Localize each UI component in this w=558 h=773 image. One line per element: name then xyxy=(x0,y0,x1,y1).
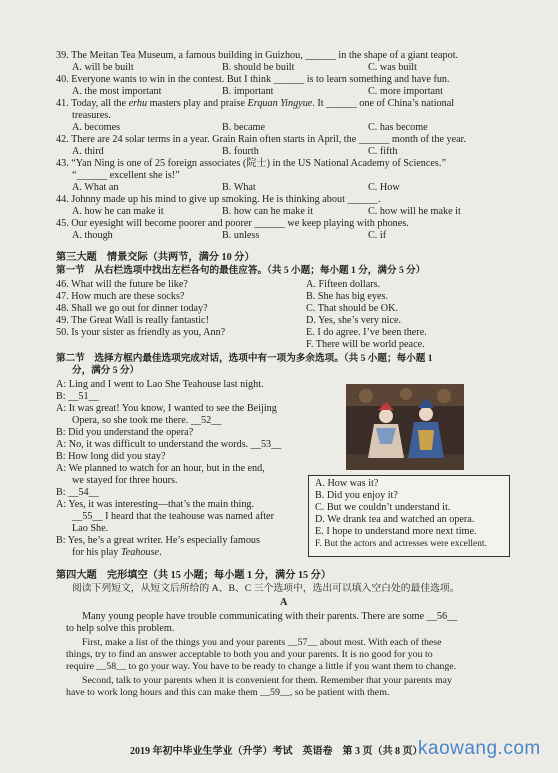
question-41-continued: treasures. xyxy=(72,110,111,121)
box-option-b: B. Did you enjoy it? xyxy=(315,490,398,501)
play-title: Teahouse xyxy=(120,547,160,558)
dialogue-line: A: Yes, it was interesting—that’s the main thing. xyxy=(56,499,255,510)
part4-title: 第四大题 完形填空（共 15 小题；每小题 1 分，满分 15 分） xyxy=(56,570,332,581)
q44-option-a: A. how he can make it xyxy=(72,206,164,217)
opera-illustration xyxy=(346,384,464,470)
page-footer: 2019 年初中毕业生学业（升学）考试 英语卷 第 3 页（共 8 页） xyxy=(130,746,423,757)
q43-option-b: B. What xyxy=(222,182,256,193)
box-option-d: D. We drank tea and watched an opera. xyxy=(315,514,475,525)
dialogue-line: Lao She. xyxy=(72,523,109,534)
sec1-item-50: 50. Is your sister as friendly as you, Ann? xyxy=(56,327,226,338)
question-45: 45. Our eyesight will become poorer and poorer ______ we keep playing with phones. xyxy=(56,218,409,229)
part4-instructions: 阅读下列短文，从短文后所给的 A、B、C 三个选项中，选出可以填入空白处的最佳选项。 xyxy=(72,583,460,594)
question-43: 43. “Yan Ning is one of 25 foreign associates (院士) in the US National Academy of Sciences.” xyxy=(56,158,446,169)
dialogue-line: B: Yes, he’s a great writer. He’s especially famous xyxy=(56,535,260,546)
q40-option-a: A. the most important xyxy=(72,86,162,97)
passage-line: require __58__ to go your way. You have to be ready to change a little if you want them to change. xyxy=(66,661,457,672)
dialogue-line: B: How long did you stay? xyxy=(56,451,166,462)
q41-option-a: A. becomes xyxy=(72,122,121,133)
passage-line: have to work long hours and this can make them __59__, so be patient with them. xyxy=(66,687,390,698)
dialogue-line: A: We planned to watch for an hour, but in the end, xyxy=(56,463,265,474)
q41-option-c: C. has become xyxy=(368,122,428,133)
q39-option-c: C. was built xyxy=(368,62,417,73)
sec1-item-49: 49. The Great Wall is really fantastic! xyxy=(56,315,209,326)
q39-option-a: A. will be built xyxy=(72,62,134,73)
options-box xyxy=(308,475,510,557)
dialogue-line: A: Ling and I went to Lao She Teahouse last night. xyxy=(56,379,264,390)
part3-title: 第三大题 情景交际（共两节，满分 10 分） xyxy=(56,252,255,263)
q43-option-a: A. What an xyxy=(72,182,119,193)
box-option-f: F. But the actors and actresses were excellent. xyxy=(315,539,487,549)
question-40: 40. Everyone wants to win in the contest. But I think ______ is to learn something and have fun. xyxy=(56,74,450,85)
q45-option-b: B. unless xyxy=(222,230,260,241)
dialogue-line: __55__ I heard that the teahouse was named after xyxy=(72,511,274,522)
dialogue-line: A: No, it was difficult to understand the words. __53__ xyxy=(56,439,282,450)
passage-line: Second, talk to your parents when it is convenient for them. Remember that your parents may xyxy=(82,675,452,686)
sec1-item-46: 46. What will the future be like? xyxy=(56,279,188,290)
sec1-option-d: D. Yes, she’s very nice. xyxy=(306,315,402,326)
section2-title-continued: 分，满分 5 分） xyxy=(72,365,140,376)
section1-title: 第一节 从右栏选项中找出左栏各句的最佳应答。（共 5 小题；每小题 1 分，满分 5 分） xyxy=(56,265,426,276)
dialogue-line: A: It was great! You know, I wanted to see the Beijing xyxy=(56,403,277,414)
dialogue-line: we stayed for three hours. xyxy=(72,475,178,486)
sec1-option-a: A. Fifteen dollars. xyxy=(306,279,381,290)
q44-option-b: B. how can he make it xyxy=(222,206,314,217)
dialogue-line: for his play Teahouse. xyxy=(72,547,162,558)
box-option-c: C. But we couldn’t understand it. xyxy=(315,502,451,513)
q40-option-b: B. important xyxy=(222,86,274,97)
dialogue-line: Opera, so she took me there. __52__ xyxy=(72,415,222,426)
box-option-e: E. I hope to understand more next time. xyxy=(315,526,477,537)
section2-title: 第二节 选择方框内最佳选项完成对话，选项中有一项为多余选项。（共 5 小题；每小题 1 xyxy=(56,353,433,364)
q41-option-b: B. became xyxy=(222,122,265,133)
q42-option-b: B. fourth xyxy=(222,146,259,157)
passage-line: things, try to find an answer acceptable to both you and your parents. It is no good for you to xyxy=(66,649,433,660)
passage-line: First, make a list of the things you and your parents __57__ about most. With each of these xyxy=(82,637,442,648)
dialogue-line: B: __51__ xyxy=(56,391,99,402)
q43-option-c: C. How xyxy=(368,182,400,193)
q42-option-c: C. fifth xyxy=(368,146,398,157)
question-39: 39. The Meitan Tea Museum, a famous building in Guizhou, ______ in the shape of a giant teapot. xyxy=(56,50,459,61)
q44-option-c: C. how will he make it xyxy=(368,206,461,217)
q39-option-b: B. should be built xyxy=(222,62,295,73)
q40-option-c: C. more important xyxy=(368,86,443,97)
sec1-option-b: B. She has big eyes. xyxy=(306,291,389,302)
q42-option-a: A. third xyxy=(72,146,104,157)
box-option-a: A. How was it? xyxy=(315,478,379,489)
passage-line: Many young people have trouble communicating with their parents. There are some __56__ xyxy=(82,611,458,622)
passage-label: A xyxy=(280,597,288,608)
question-42: 42. There are 24 solar terms in a year. Grain Rain often starts in April, the ______ month of the year. xyxy=(56,134,467,145)
question-41: 41. Today, all the erhu masters play and praise Erquan Yingyue. It ______ one of China’s national xyxy=(56,98,455,109)
q45-option-a: A. though xyxy=(72,230,113,241)
opera-photo xyxy=(346,384,464,470)
sec1-option-e: E. I do agree. I’ve been there. xyxy=(306,327,427,338)
sec1-option-f: F. There will be world peace. xyxy=(306,339,425,350)
passage-line: to help solve this problem. xyxy=(66,623,175,634)
sec1-item-48: 48. Shall we go out for dinner today? xyxy=(56,303,208,314)
question-43-continued: “______ excellent she is!” xyxy=(72,170,180,181)
sec1-option-c: C. That should be OK. xyxy=(306,303,399,314)
question-44: 44. Johnny made up his mind to give up smoking. He is thinking about ______. xyxy=(56,194,381,205)
sec1-item-47: 47. How much are these socks? xyxy=(56,291,185,302)
dialogue-line: B: __54__ xyxy=(56,487,99,498)
watermark: kaowang.com xyxy=(418,738,541,759)
q45-option-c: C. if xyxy=(368,230,387,241)
dialogue-line: B: Did you understand the opera? xyxy=(56,427,194,438)
